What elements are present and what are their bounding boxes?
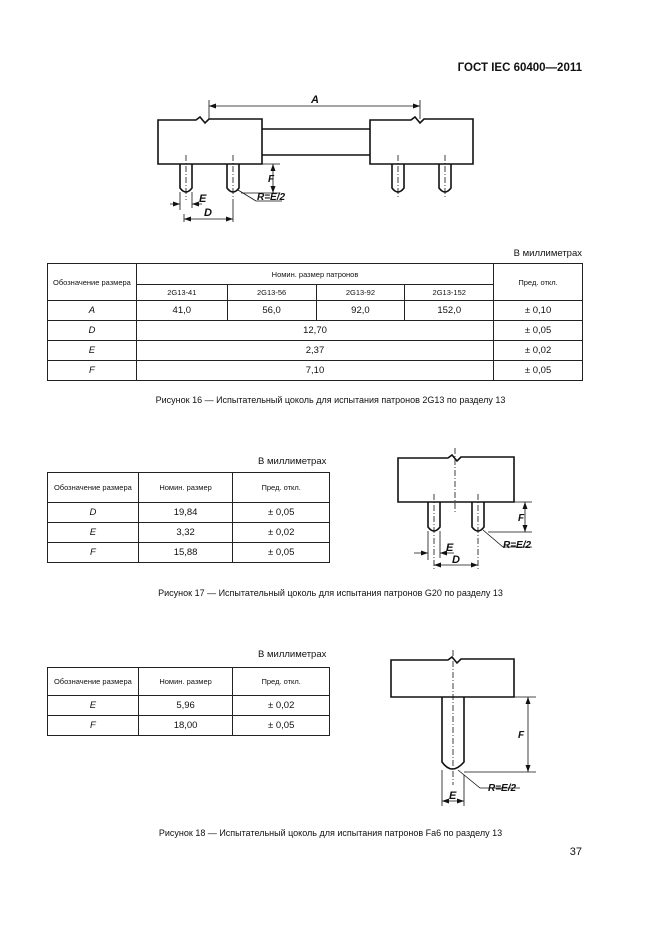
- tolerance-cell: ± 0,02: [233, 523, 330, 543]
- fig18-col-nominal: Номин. размер: [138, 668, 233, 696]
- dim-cell: D: [48, 503, 139, 523]
- dim-cell: A: [48, 301, 137, 321]
- fig17-caption: Рисунок 17 — Испытательный цоколь для испытания патронов G20 по разделу 13: [158, 588, 503, 598]
- fig17-label-r: R=E/2: [503, 540, 532, 551]
- value-cell: 2,37: [136, 341, 493, 361]
- value-cell: 41,0: [136, 301, 227, 321]
- tolerance-cell: ± 0,02: [494, 341, 583, 361]
- fig17-label-e: E: [446, 542, 454, 554]
- dim-cell: F: [48, 543, 139, 563]
- fig16-col-designation: Обозначение размера: [48, 264, 137, 301]
- tolerance-cell: ± 0,05: [233, 716, 330, 736]
- dim-cell: E: [48, 341, 137, 361]
- dim-cell: E: [48, 523, 139, 543]
- fig16-label-r: R=E/2: [257, 192, 286, 203]
- fig17-col-designation: Обозначение размера: [48, 473, 139, 503]
- fig18-label-f: F: [518, 730, 525, 741]
- fig17-col-nominal: Номин. размер: [138, 473, 233, 503]
- tolerance-cell: ± 0,02: [233, 696, 330, 716]
- fig18-units: В миллиметрах: [258, 649, 327, 660]
- fig16-caption: Рисунок 16 — Испытательный цоколь для испытания патронов 2G13 по разделу 13: [155, 395, 506, 405]
- value-cell: 5,96: [138, 696, 233, 716]
- fig16-label-e: E: [199, 193, 207, 205]
- fig16-subcol: 2G13-41: [136, 285, 227, 301]
- fig18-caption: Рисунок 18 — Испытательный цоколь для испытания патронов Fa6 по разделу 13: [158, 828, 503, 838]
- tolerance-cell: ± 0,05: [233, 543, 330, 563]
- dim-cell: D: [48, 321, 137, 341]
- tolerance-cell: ± 0,05: [494, 361, 583, 381]
- fig17-units: В миллиметрах: [258, 456, 327, 467]
- fig17-label-d: D: [452, 554, 460, 566]
- tolerance-cell: ± 0,05: [494, 321, 583, 341]
- fig16-subcol: 2G13-56: [227, 285, 316, 301]
- tolerance-cell: ± 0,05: [233, 503, 330, 523]
- dim-cell: E: [48, 696, 139, 716]
- fig18-col-designation: Обозначение размера: [48, 668, 139, 696]
- value-cell: 7,10: [136, 361, 493, 381]
- fig16-subcol: 2G13-152: [405, 285, 494, 301]
- value-cell: 152,0: [405, 301, 494, 321]
- fig16-label-d: D: [204, 207, 212, 219]
- value-cell: 56,0: [227, 301, 316, 321]
- fig16-units: В миллиметрах: [513, 248, 582, 259]
- fig17-label-f: F: [518, 513, 525, 524]
- value-cell: 12,70: [136, 321, 493, 341]
- fig18-label-r: R=E/2: [488, 783, 517, 794]
- value-cell: 18,00: [138, 716, 233, 736]
- fig16-label-a: A: [311, 94, 319, 106]
- fig16-col-tolerance: Пред. откл.: [494, 264, 583, 301]
- value-cell: 15,88: [138, 543, 233, 563]
- fig16-subcol: 2G13-92: [316, 285, 405, 301]
- value-cell: 19,84: [138, 503, 233, 523]
- fig16-col-nominal: Номин. размер патронов: [136, 264, 493, 285]
- page-number: 37: [569, 846, 582, 858]
- tolerance-cell: ± 0,10: [494, 301, 583, 321]
- standard-header: ГОСТ IEC 60400—2011: [457, 62, 582, 74]
- fig18-label-e: E: [449, 790, 457, 802]
- value-cell: 92,0: [316, 301, 405, 321]
- fig18-col-tolerance: Пред. откл.: [233, 668, 330, 696]
- value-cell: 3,32: [138, 523, 233, 543]
- dim-cell: F: [48, 716, 139, 736]
- dim-cell: F: [48, 361, 137, 381]
- fig17-col-tolerance: Пред. откл.: [233, 473, 330, 503]
- fig16-label-f: F: [268, 174, 275, 185]
